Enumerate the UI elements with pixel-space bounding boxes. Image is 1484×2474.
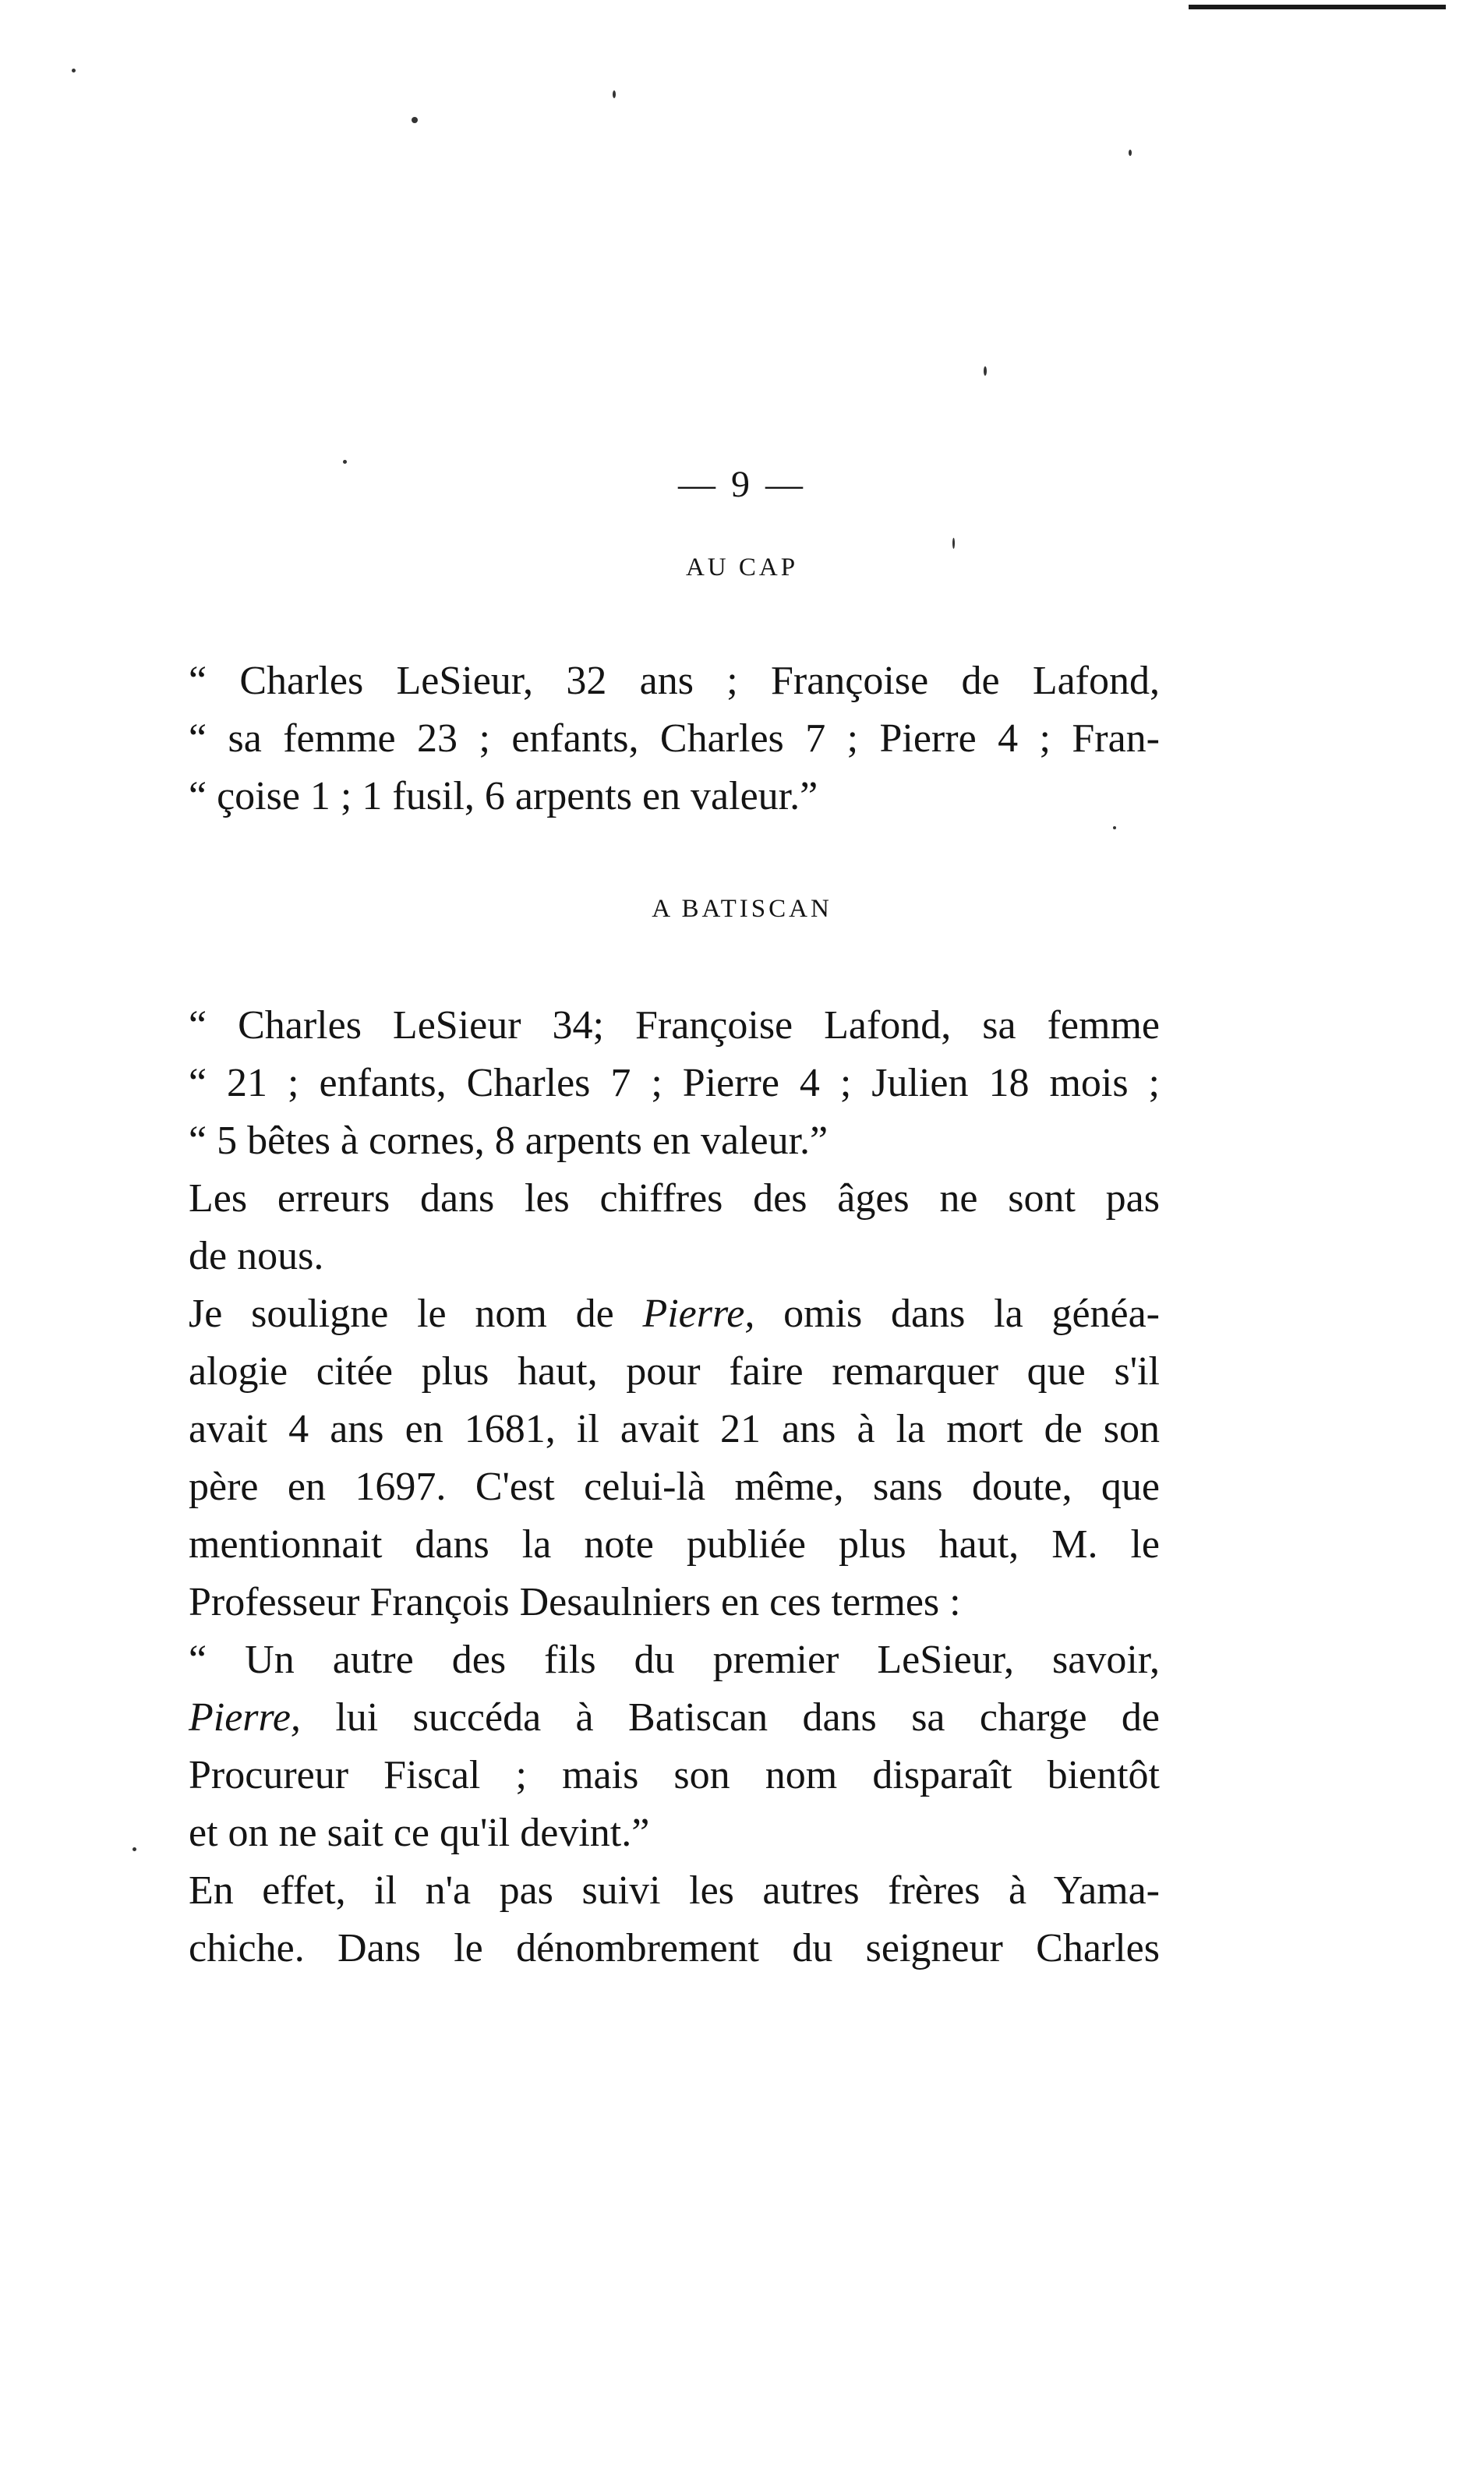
quote-line	[189, 1695, 1160, 1740]
census-line: “ 21 ; enfants, Charles 7 ; Pierre 4 ; Julien 18 mois ;	[189, 1061, 1160, 1105]
emphasized-name: Pierre,	[189, 1695, 301, 1740]
quote-line: et on ne sait ce qu'il devint.”	[189, 1811, 650, 1855]
scan-speck	[412, 117, 418, 123]
census-line: “ Charles LeSieur, 32 ans ; Françoise de Lafond,	[189, 659, 1160, 703]
text-run: lui succéda à Batiscan dans sa charge de	[300, 1695, 1160, 1740]
body-line: Les erreurs dans les chiffres des âges ne sont pas	[189, 1176, 1160, 1221]
body-line: En effet, il n'a pas suivi les autres frères à Yama-	[189, 1868, 1160, 1913]
body-line	[189, 1294, 1160, 1334]
body-line: chiche. Dans le dénombrement du seigneur Charles	[189, 1926, 1160, 1970]
quote-line: Procureur Fiscal ; mais son nom disparaît bientôt	[189, 1753, 1160, 1797]
scan-speck	[132, 1847, 136, 1851]
census-line: “ çoise 1 ; 1 fusil, 6 arpents en valeur.”	[189, 774, 818, 818]
scan-speck	[952, 538, 955, 549]
body-line: alogie citée plus haut, pour faire remarquer que s'il	[189, 1349, 1160, 1394]
body-line: père en 1697. C'est celui-là même, sans doute, que	[189, 1465, 1160, 1509]
scan-speck	[1129, 150, 1132, 156]
census-line: “ Charles LeSieur 34; Françoise Lafond, sa femme	[189, 1003, 1160, 1048]
body-line: Professeur François Desaulniers en ces termes :	[189, 1580, 961, 1624]
body-line: avait 4 ans en 1681, il avait 21 ans à la mort de son	[189, 1407, 1160, 1451]
section-heading-au-cap: AU CAP	[685, 553, 799, 581]
census-line: “ 5 bêtes à cornes, 8 arpents en valeur.”	[189, 1119, 829, 1163]
page-number: — 9 —	[678, 464, 806, 505]
top-edge-rule	[1189, 5, 1446, 9]
body-line: mentionnait dans la note publiée plus haut, M. le	[189, 1522, 1160, 1567]
body-line: de nous.	[189, 1234, 324, 1278]
text-run: omis dans la généa-	[754, 1292, 1160, 1336]
scan-speck	[984, 366, 987, 376]
text-run: Je souligne le nom de	[189, 1292, 643, 1336]
section-heading-batiscan: A BATISCAN	[652, 895, 832, 923]
scan-speck	[72, 69, 76, 72]
census-line: “ sa femme 23 ; enfants, Charles 7 ; Pierre 4 ; Fran-	[189, 716, 1160, 761]
scan-speck	[613, 90, 616, 98]
quote-line: “ Un autre des fils du premier LeSieur, savoir,	[189, 1638, 1160, 1682]
emphasized-name: Pierre,	[642, 1292, 755, 1336]
scan-speck	[1113, 826, 1116, 829]
